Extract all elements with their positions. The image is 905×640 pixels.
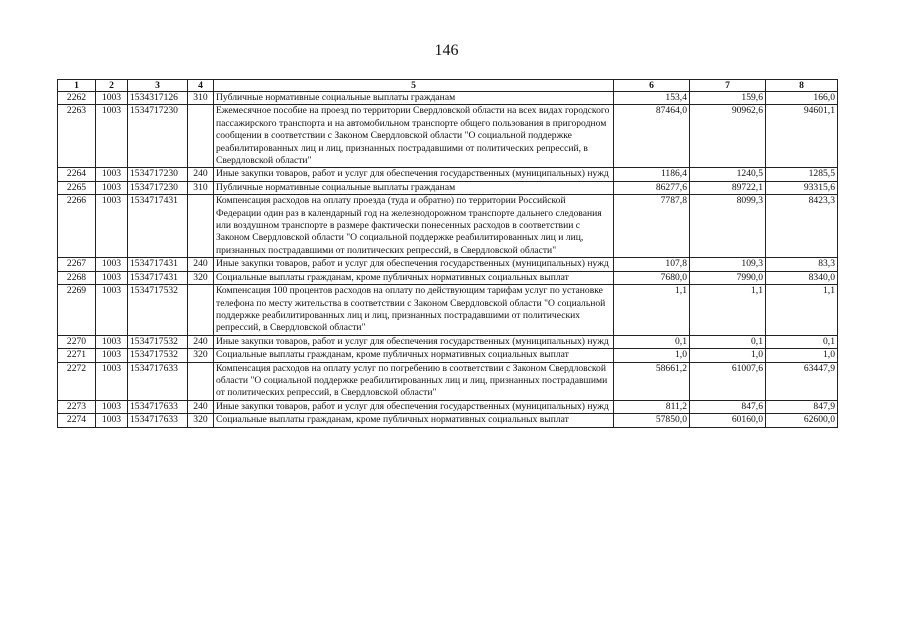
table-row — [58, 92, 838, 105]
target-code-cell: 1534717230 — [128, 105, 188, 168]
table-row — [58, 168, 838, 181]
expense-type-cell: 310 — [188, 181, 214, 194]
section-code-cell: 1003 — [96, 92, 128, 105]
target-code-cell: 1534717633 — [128, 414, 188, 427]
item-name-cell: Публичные нормативные социальные выплаты гражданам — [214, 92, 614, 105]
expense-type-cell — [188, 195, 214, 258]
amount-col6-cell: 1,1 — [614, 285, 690, 336]
amount-col6-cell: 58661,2 — [614, 362, 690, 400]
section-code-cell: 1003 — [96, 285, 128, 336]
item-name-cell: Социальные выплаты гражданам, кроме публичных нормативных социальных выплат — [214, 271, 614, 284]
amount-col6-cell: 107,8 — [614, 258, 690, 271]
amount-col8-cell: 1285,5 — [766, 168, 838, 181]
column-header: 6 — [614, 80, 690, 92]
target-code-cell: 1534717431 — [128, 258, 188, 271]
column-header: 4 — [188, 80, 214, 92]
amount-col7-cell: 7990,0 — [690, 271, 766, 284]
amount-col7-cell: 0,1 — [690, 335, 766, 348]
row-number-cell: 2273 — [58, 400, 96, 413]
target-code-cell: 1534717431 — [128, 271, 188, 284]
amount-col8-cell: 8423,3 — [766, 195, 838, 258]
amount-col8-cell: 83,3 — [766, 258, 838, 271]
table-row — [58, 105, 838, 168]
table-row — [58, 335, 838, 348]
column-header: 2 — [96, 80, 128, 92]
column-header: 8 — [766, 80, 838, 92]
table-row — [58, 258, 838, 271]
amount-col7-cell: 1240,5 — [690, 168, 766, 181]
amount-col7-cell: 90962,6 — [690, 105, 766, 168]
expense-type-cell — [188, 285, 214, 336]
target-code-cell: 1534717633 — [128, 400, 188, 413]
amount-col8-cell: 1,0 — [766, 349, 838, 362]
section-code-cell: 1003 — [96, 414, 128, 427]
section-code-cell: 1003 — [96, 271, 128, 284]
item-name-cell: Ежемесячное пособие на проезд по территории Свердловской области на всех видах городского пассажирского транспорта и на автомобильном транспорте общего пользования в пригородном сообщении в соответствии с Законом Свердловской области "О социальной поддержке реабилитированных лиц и лиц, признанных пострадавшими от политических репрессий, в Свердловской области" — [214, 105, 614, 168]
amount-col6-cell: 1,0 — [614, 349, 690, 362]
row-number-cell: 2269 — [58, 285, 96, 336]
table-row — [58, 271, 838, 284]
item-name-cell: Социальные выплаты гражданам, кроме публичных нормативных социальных выплат — [214, 414, 614, 427]
amount-col7-cell: 847,6 — [690, 400, 766, 413]
expense-type-cell: 240 — [188, 400, 214, 413]
table-row — [58, 362, 838, 400]
amount-col8-cell: 1,1 — [766, 285, 838, 336]
row-number-cell: 2265 — [58, 181, 96, 194]
section-code-cell: 1003 — [96, 362, 128, 400]
amount-col8-cell: 847,9 — [766, 400, 838, 413]
amount-col6-cell: 7787,8 — [614, 195, 690, 258]
expense-type-cell — [188, 362, 214, 400]
section-code-cell: 1003 — [96, 105, 128, 168]
column-header: 3 — [128, 80, 188, 92]
item-name-cell: Иные закупки товаров, работ и услуг для обеспечения государственных (муниципальных) нужд — [214, 168, 614, 181]
section-code-cell: 1003 — [96, 335, 128, 348]
table-header-row — [58, 80, 838, 92]
table-row — [58, 181, 838, 194]
expense-type-cell: 320 — [188, 414, 214, 427]
amount-col6-cell: 57850,0 — [614, 414, 690, 427]
row-number-cell: 2262 — [58, 92, 96, 105]
table-row — [58, 285, 838, 336]
row-number-cell: 2270 — [58, 335, 96, 348]
row-number-cell: 2264 — [58, 168, 96, 181]
row-number-cell: 2274 — [58, 414, 96, 427]
table-row — [58, 400, 838, 413]
expense-type-cell: 240 — [188, 258, 214, 271]
section-code-cell: 1003 — [96, 349, 128, 362]
target-code-cell: 1534717532 — [128, 335, 188, 348]
amount-col7-cell: 89722,1 — [690, 181, 766, 194]
target-code-cell: 1534717633 — [128, 362, 188, 400]
amount-col7-cell: 1,0 — [690, 349, 766, 362]
table-row — [58, 195, 838, 258]
table-row — [58, 414, 838, 427]
item-name-cell: Компенсация 100 процентов расходов на оплату по действующим тарифам услуг по установке телефона по месту жительства в соответствии с Законом Свердловской области "О социальной поддержке реабилитированных лиц и лиц, признанных пострадавшими от политических репрессий, в Свердловской области" — [214, 285, 614, 336]
target-code-cell: 1534717532 — [128, 285, 188, 336]
amount-col7-cell: 1,1 — [690, 285, 766, 336]
target-code-cell: 1534717230 — [128, 181, 188, 194]
amount-col7-cell: 8099,3 — [690, 195, 766, 258]
row-number-cell: 2267 — [58, 258, 96, 271]
row-number-cell: 2271 — [58, 349, 96, 362]
expense-type-cell: 240 — [188, 335, 214, 348]
section-code-cell: 1003 — [96, 400, 128, 413]
item-name-cell: Компенсация расходов на оплату услуг по погребению в соответствии с Законом Свердловской области "О социальной поддержке реабилитированных лиц и лиц, признанных пострадавшими от политических репрессий, в Свердловской области" — [214, 362, 614, 400]
expense-type-cell: 240 — [188, 168, 214, 181]
section-code-cell: 1003 — [96, 168, 128, 181]
budget-table — [57, 79, 838, 428]
amount-col6-cell: 0,1 — [614, 335, 690, 348]
column-header: 1 — [58, 80, 96, 92]
amount-col8-cell: 166,0 — [766, 92, 838, 105]
row-number-cell: 2263 — [58, 105, 96, 168]
item-name-cell: Иные закупки товаров, работ и услуг для обеспечения государственных (муниципальных) нужд — [214, 400, 614, 413]
item-name-cell: Иные закупки товаров, работ и услуг для обеспечения государственных (муниципальных) нужд — [214, 335, 614, 348]
amount-col8-cell: 0,1 — [766, 335, 838, 348]
page-number: 146 — [434, 42, 459, 59]
item-name-cell: Компенсация расходов на оплату проезда (туда и обратно) по территории Российской Федерации один раз в календарный год на железнодорожном транспорте дальнего следования или воздушном транспорте в размере фактически понесенных расходов в соответствии с Законом Свердловской области "О социальной поддержке реабилитированных лиц и лиц, признанных пострадавшими от политических репрессий, в Свердловской области" — [214, 195, 614, 258]
amount-col6-cell: 153,4 — [614, 92, 690, 105]
section-code-cell: 1003 — [96, 258, 128, 271]
item-name-cell: Социальные выплаты гражданам, кроме публичных нормативных социальных выплат — [214, 349, 614, 362]
amount-col6-cell: 87464,0 — [614, 105, 690, 168]
amount-col6-cell: 7680,0 — [614, 271, 690, 284]
expense-type-cell: 320 — [188, 271, 214, 284]
expense-type-cell — [188, 105, 214, 168]
expense-type-cell: 320 — [188, 349, 214, 362]
amount-col8-cell: 93315,6 — [766, 181, 838, 194]
target-code-cell: 1534717230 — [128, 168, 188, 181]
amount-col7-cell: 109,3 — [690, 258, 766, 271]
section-code-cell: 1003 — [96, 181, 128, 194]
amount-col8-cell: 8340,0 — [766, 271, 838, 284]
amount-col6-cell: 1186,4 — [614, 168, 690, 181]
amount-col8-cell: 94601,1 — [766, 105, 838, 168]
target-code-cell: 1534317126 — [128, 92, 188, 105]
section-code-cell: 1003 — [96, 195, 128, 258]
amount-col7-cell: 61007,6 — [690, 362, 766, 400]
expense-type-cell: 310 — [188, 92, 214, 105]
column-header: 5 — [214, 80, 614, 92]
amount-col7-cell: 60160,0 — [690, 414, 766, 427]
target-code-cell: 1534717431 — [128, 195, 188, 258]
row-number-cell: 2266 — [58, 195, 96, 258]
amount-col8-cell: 62600,0 — [766, 414, 838, 427]
amount-col7-cell: 159,6 — [690, 92, 766, 105]
item-name-cell: Иные закупки товаров, работ и услуг для обеспечения государственных (муниципальных) нужд — [214, 258, 614, 271]
amount-col8-cell: 63447,9 — [766, 362, 838, 400]
row-number-cell: 2272 — [58, 362, 96, 400]
item-name-cell: Публичные нормативные социальные выплаты гражданам — [214, 181, 614, 194]
amount-col6-cell: 86277,6 — [614, 181, 690, 194]
amount-col6-cell: 811,2 — [614, 400, 690, 413]
table-row — [58, 349, 838, 362]
column-header: 7 — [690, 80, 766, 92]
row-number-cell: 2268 — [58, 271, 96, 284]
target-code-cell: 1534717532 — [128, 349, 188, 362]
